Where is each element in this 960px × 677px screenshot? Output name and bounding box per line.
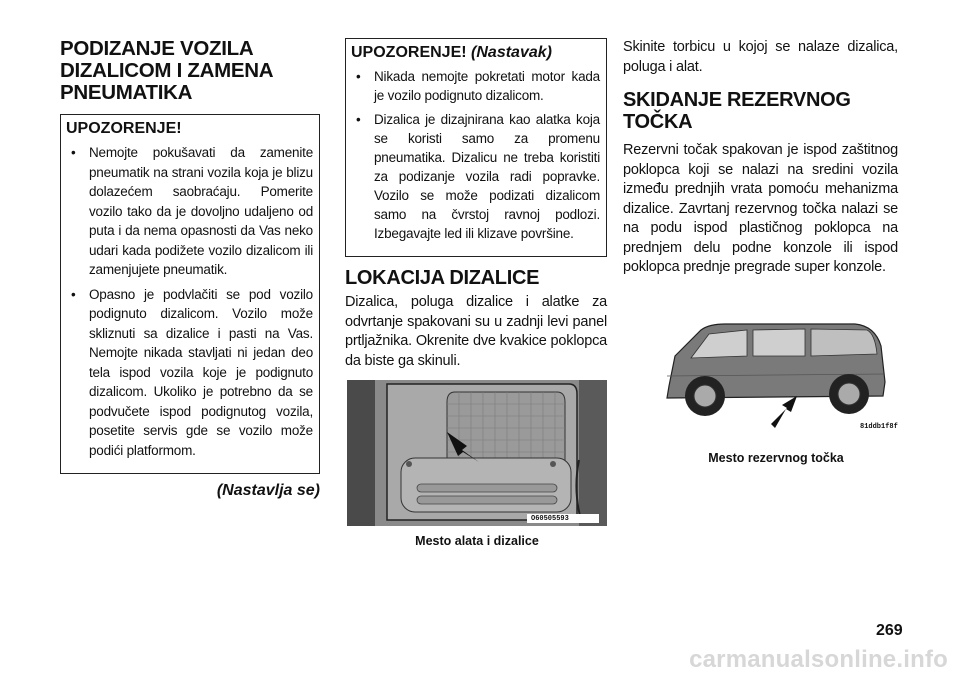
figure-caption: Mesto rezervnog točka [708, 451, 844, 465]
figure-code: 81ddb1f8f [860, 423, 898, 431]
figure-spare-location [655, 316, 897, 466]
warning-bullet: • Dizalica je dizajnirana kao alatka koja se koristi samo za promenu pneumatika. Dizalicu ne treba koristiti za podizanje vozila radi popravke. Vozilo se može podizati dizalicom samo na čvrstoj ravnoj podlozi. Izbegavajte led ili klizave površine. [350, 110, 600, 243]
warning-bullet: • Opasno je podvlačiti se pod vozilo podignuto dizalicom. Vozilo može skliznuti sa dizalice i pasti na Vas. Nemojte nikada stavljati ni jedan deo tela ispod vozila koje je podignuto dizalicom. Ukoliko je potrebno da se podvučete ispod podignutog vozila, posetite servis gde se vozilo može podići platformom. [65, 285, 313, 461]
warning-heading-label: UPOZORENJE! [351, 44, 467, 61]
warning-list [61, 139, 319, 473]
page-title: PODIZANJE VOZILA DIZALICOM I ZAMENA PNEUMATIKA [60, 37, 273, 104]
warning-heading: UPOZORENJE! [66, 120, 182, 137]
spare-removal-paragraph: Rezervni točak spakovan je ispod zaštitnog poklopca koji se nalazi na sredini vozila između prednjih vrata pomoću mehanizma dizalice. Zavrtanj rezervnog točka nalazi se na podu ispod plastičnog poklopca na prednjem delu podne konzole ili ispod poklopca prednje pregrade super konzole. [623, 142, 898, 275]
intro-paragraph: Skinite torbicu u kojoj se nalaze dizalica, poluga i alat. [623, 39, 898, 75]
figure-caption: Mesto alata i dizalice [415, 534, 539, 548]
warning-box-continued [345, 38, 607, 257]
section-title-spare-removal: SKIDANJE REZERVNOG TOČKA [623, 89, 851, 133]
minivan-illustration [655, 316, 897, 432]
warning-bullet: • Nemojte pokušavati da zamenite pneumatik na strani vozila koja je blizu dolazećem saobraćaju. Pomerite vozilo tako da je dovoljno udaljeno od puta i da nema opasnosti da Vas neko udari kada podižete vozilo dizalicom ili zamenjujete pneumatik. [65, 143, 313, 280]
jack-location-paragraph: Dizalica, poluga dizalice i alatke za odvrtanje spakovani su u zadnji levi panel prtljažnika. Okrenite dve kvakice poklopca da biste ga skinuli. [345, 294, 607, 369]
figure-jack-location [347, 380, 607, 549]
warning-box [60, 114, 320, 474]
continued-note: (Nastavlja se) [216, 482, 320, 499]
warning-bullet: • Nikada nemojte pokretati motor kada je vozilo podignuto dizalicom. [350, 67, 600, 105]
column-left [60, 38, 320, 500]
page-number: 269 [876, 622, 903, 639]
column-right [623, 38, 898, 278]
section-title-jack-location: LOKACIJA DIZALICE [345, 267, 540, 289]
warning-list [346, 63, 606, 256]
watermark: carmanualsonline.info [689, 646, 948, 673]
figure-code: O60505593 [531, 515, 569, 523]
column-middle [345, 38, 607, 371]
trunk-panel-illustration [347, 380, 607, 526]
warning-heading-cont: (Nastavak) [471, 44, 552, 61]
warning-heading [346, 39, 606, 63]
